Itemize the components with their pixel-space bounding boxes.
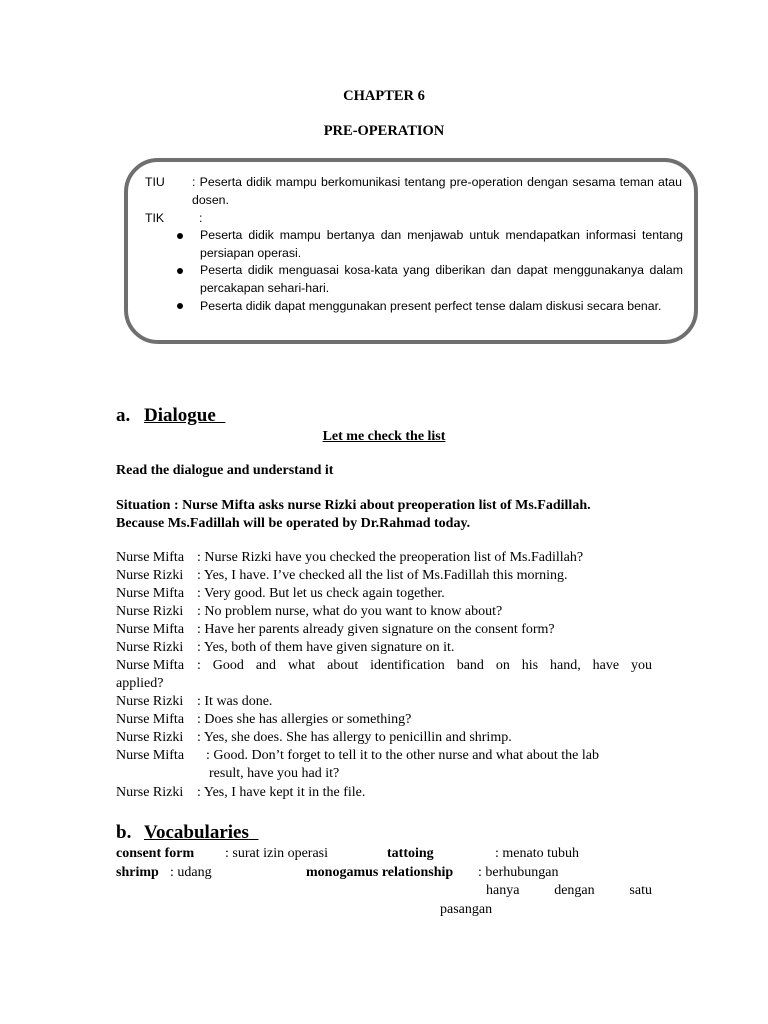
dialogue-speaker: Nurse Rizki <box>116 568 184 583</box>
tik-bullet-2: Peserta didik menguasai kosa-kata yang diberikan dan dapat menggunakanya dalam percakapan sehari-hari. <box>200 263 683 295</box>
dialogue-line: : Have her parents already given signature on the consent form? <box>197 622 555 637</box>
dialogue-instruction: Read the dialogue and understand it <box>116 463 334 478</box>
dialogue-line: : Yes, both of them have given signature on it. <box>197 640 455 655</box>
dialogue-speaker: Nurse Mifta <box>116 712 185 727</box>
dialogue-line: : Very good. But let us check again together. <box>197 586 445 601</box>
section-a-letter: a. <box>116 405 131 426</box>
dialogue-line-continued: applied? <box>116 676 164 691</box>
dialogue-subtitle: Let me check the list <box>322 429 446 444</box>
tik-label: TIK <box>145 211 165 225</box>
dialogue-speaker: Nurse Rizki <box>116 730 184 745</box>
dialogue-line: : No problem nurse, what do you want to know about? <box>197 604 503 619</box>
dialogue-speaker: Nurse Rizki <box>116 640 184 655</box>
dialogue-line: : Nurse Rizki have you checked the preoperation list of Ms.Fadillah? <box>197 550 584 565</box>
dialogue-speaker: Nurse Rizki <box>116 604 184 619</box>
dialogue-line: : Yes, I have kept it in the file. <box>197 785 366 800</box>
tiu-label: TIU <box>145 175 165 189</box>
bullet-dot <box>177 303 183 309</box>
vocab-meaning-continued: pasangan <box>440 902 493 917</box>
dialogue-line: : Good. Don’t forget to tell it to the other nurse and what about the lab <box>206 748 599 763</box>
vocab-term: shrimp <box>116 865 159 880</box>
dialogue-speaker: Nurse Mifta <box>116 550 185 565</box>
tik-bullet-3: Peserta didik dapat menggunakan present perfect tense dalam diskusi secara benar. <box>200 299 662 313</box>
page-title: PRE-OPERATION <box>323 123 445 139</box>
section-b-letter: b. <box>116 822 132 843</box>
dialogue-speaker: Nurse Mifta <box>116 748 185 763</box>
vocab-term: monogamus relationship <box>306 865 454 880</box>
section-b-title: Vocabularies <box>144 822 249 843</box>
situation-line-2: Because Ms.Fadillah will be operated by Dr.Rahmad today. <box>116 516 471 531</box>
dialogue-line: : It was done. <box>197 694 273 709</box>
vocab-term: tattoing <box>387 846 434 861</box>
vocab-meaning: : udang <box>170 865 212 880</box>
bullet-dot <box>177 233 183 239</box>
dialogue-line: : Does she has allergies or something? <box>197 712 412 727</box>
dialogue-speaker: Nurse Mifta <box>116 586 185 601</box>
dialogue-line: : Yes, I have. I’ve checked all the list of Ms.Fadillah this morning. <box>197 568 568 583</box>
vocab-meaning: : berhubungan <box>478 865 559 880</box>
tik-bullet-1: Peserta didik mampu bertanya dan menjawab untuk mendapatkan informasi tentang persiapan operasi. <box>200 228 683 260</box>
section-a-title: Dialogue <box>144 405 216 426</box>
dialogue-line-continued: result, have you had it? <box>209 766 340 781</box>
vocab-meaning: : menato tubuh <box>495 846 579 861</box>
dialogue-speaker: Nurse Rizki <box>116 785 184 800</box>
tiu-text: : Peserta didik mampu berkomunikasi tentang pre-operation dengan sesama teman atau dosen. <box>192 175 682 207</box>
vocab-meaning: : surat izin operasi <box>225 846 329 861</box>
vocab-meaning-continued: hanya dengan satu <box>486 883 652 898</box>
dialogue-speaker: Nurse Rizki <box>116 694 184 709</box>
dialogue-speaker: Nurse Mifta <box>116 622 185 637</box>
dialogue-line: : Good and what about identification band on his hand, have you <box>197 658 652 673</box>
vocab-term: consent form <box>116 846 195 861</box>
dialogue-line: : Yes, she does. She has allergy to penicillin and shrimp. <box>197 730 512 745</box>
tik-colon: : <box>199 211 203 225</box>
bullet-dot <box>177 268 183 274</box>
dialogue-speaker: Nurse Mifta <box>116 658 185 673</box>
chapter-heading: CHAPTER 6 <box>343 88 425 104</box>
situation-line-1: Situation : Nurse Mifta asks nurse Rizki about preoperation list of Ms.Fadillah. <box>116 498 591 513</box>
